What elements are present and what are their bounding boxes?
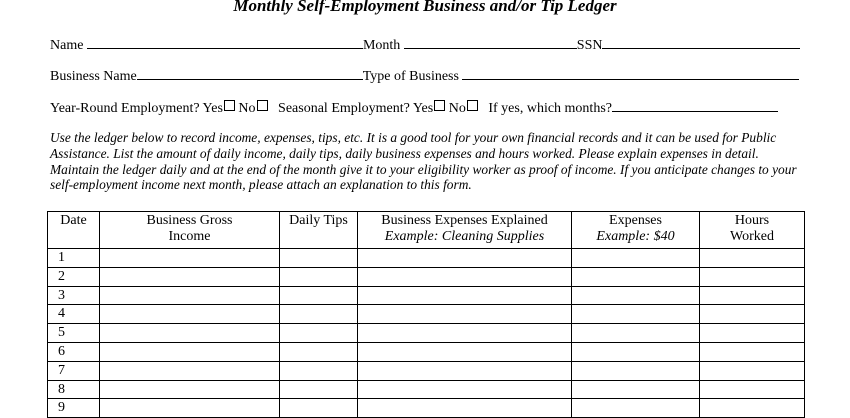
hours-worked-cell[interactable] [700,249,805,268]
table-row [48,267,805,286]
date-cell[interactable]: 1 [48,249,100,268]
business-row [50,67,799,85]
type-of-business-field[interactable] [462,67,799,80]
daily-tips-cell[interactable] [280,249,358,268]
business-gross-income-cell[interactable] [100,305,280,324]
month-label: Month [362,38,401,53]
table-row [48,324,805,343]
year-round-no-label: No [238,101,256,116]
expenses-cell[interactable] [572,305,700,324]
business-gross-income-cell[interactable] [100,361,280,380]
business-expenses-cell[interactable] [358,249,572,268]
business-name-label: Business Name [50,69,137,84]
hours-worked-cell[interactable] [700,305,805,324]
header-business-expenses-explained: Business Expenses Explained Example: Cleaning Supplies [358,212,572,249]
business-expenses-cell[interactable] [358,305,572,324]
hours-worked-cell[interactable] [700,267,805,286]
business-gross-income-cell[interactable] [100,380,280,399]
expenses-cell[interactable] [572,249,700,268]
hours-worked-cell[interactable] [700,342,805,361]
table-row [48,305,805,324]
business-gross-income-cell[interactable] [100,399,280,418]
expenses-cell[interactable] [572,361,700,380]
year-round-no-checkbox[interactable] [257,100,268,111]
date-cell[interactable]: 7 [48,361,100,380]
name-row [50,36,800,54]
which-months-label: If yes, which months? [488,101,612,116]
daily-tips-cell[interactable] [280,305,358,324]
hours-worked-cell[interactable] [700,286,805,305]
name-label: Name [50,38,84,53]
business-expenses-cell[interactable] [358,399,572,418]
year-round-yes-checkbox[interactable] [224,100,235,111]
business-expenses-cell[interactable] [358,361,572,380]
type-of-business-label: Type of Business [362,69,459,84]
table-row [48,399,805,418]
expenses-cell[interactable] [572,324,700,343]
ssn-label: SSN [576,38,603,53]
daily-tips-cell[interactable] [280,380,358,399]
daily-tips-cell[interactable] [280,342,358,361]
header-daily-tips: Daily Tips [280,212,358,249]
year-round-yes-label: Yes [202,101,223,116]
employment-row [50,99,778,117]
business-expenses-cell[interactable] [358,286,572,305]
table-row [48,380,805,399]
month-field[interactable] [404,36,577,49]
hours-worked-cell[interactable] [700,399,805,418]
business-expenses-cell[interactable] [358,380,572,399]
daily-tips-cell[interactable] [280,399,358,418]
date-cell[interactable]: 3 [48,286,100,305]
hours-worked-cell[interactable] [700,380,805,399]
ledger-table [47,211,805,418]
daily-tips-cell[interactable] [280,324,358,343]
business-gross-income-cell[interactable] [100,324,280,343]
business-gross-income-cell[interactable] [100,342,280,361]
name-field[interactable] [87,36,363,49]
date-cell[interactable]: 4 [48,305,100,324]
business-gross-income-cell[interactable] [100,267,280,286]
seasonal-yes-label: Yes [412,101,434,116]
form-title: Monthly Self-Employment Business and/or Tip Ledger [233,0,617,15]
date-cell[interactable]: 9 [48,399,100,418]
date-cell[interactable]: 8 [48,380,100,399]
date-cell[interactable]: 2 [48,267,100,286]
header-date: Date [48,212,100,249]
instructions: Use the ledger below to record income, expenses, tips, etc. It is a good tool for your own financial records and it can be used for Public Assistance. List the amount of daily income, daily tips, daily business expenses and hours worked. Please explain expenses in detail. Maintain the ledger daily and at the end of the month give it to your eligibility worker as proof of income. If you anticipate changes to your self-employment income next month, please attach an explanation to this form. [50,130,797,193]
business-gross-income-cell[interactable] [100,286,280,305]
date-cell[interactable]: 5 [48,324,100,343]
expenses-cell[interactable] [572,380,700,399]
date-cell[interactable]: 6 [48,342,100,361]
business-name-field[interactable] [137,67,363,80]
table-row [48,361,805,380]
daily-tips-cell[interactable] [280,267,358,286]
business-expenses-cell[interactable] [358,342,572,361]
seasonal-yes-checkbox[interactable] [434,100,445,111]
daily-tips-cell[interactable] [280,286,358,305]
business-expenses-cell[interactable] [358,324,572,343]
seasonal-no-checkbox[interactable] [467,100,478,111]
business-gross-income-cell[interactable] [100,249,280,268]
header-hours-worked: Hours Worked [700,212,805,249]
ssn-field[interactable] [602,36,800,49]
expenses-cell[interactable] [572,399,700,418]
header-expenses: Expenses Example: $40 [572,212,700,249]
table-row [48,342,805,361]
table-row [48,249,805,268]
header-business-gross-income: Business Gross Income [100,212,280,249]
which-months-field[interactable] [612,99,778,112]
year-round-label: Year-Round Employment? [50,101,200,116]
expenses-cell[interactable] [572,286,700,305]
expenses-cell[interactable] [572,267,700,286]
seasonal-no-label: No [448,101,466,116]
hours-worked-cell[interactable] [700,361,805,380]
seasonal-label: Seasonal Employment? [278,101,410,116]
table-row [48,286,805,305]
daily-tips-cell[interactable] [280,361,358,380]
hours-worked-cell[interactable] [700,324,805,343]
ledger-header-row [48,212,805,249]
business-expenses-cell[interactable] [358,267,572,286]
expenses-cell[interactable] [572,342,700,361]
